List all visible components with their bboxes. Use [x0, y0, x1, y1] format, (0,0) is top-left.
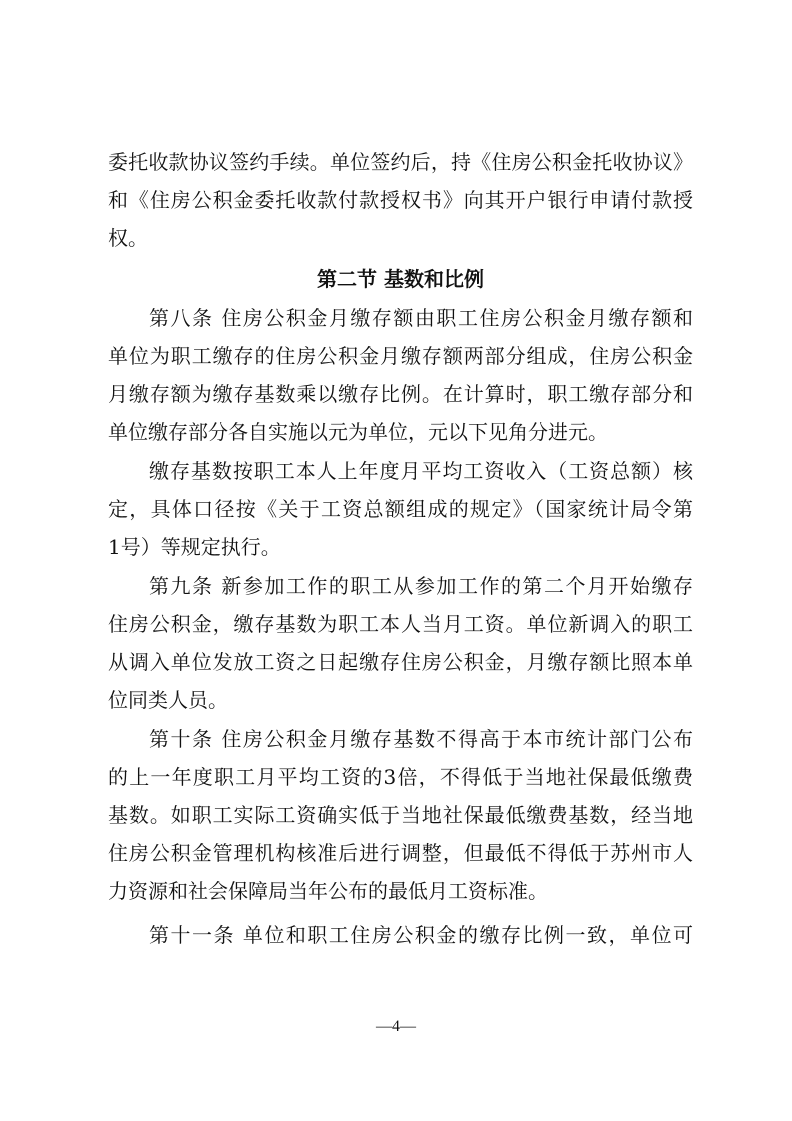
article-9-line-1: 第九条 新参加工作的职工从参加工作的第二个月开始缴存: [149, 574, 693, 598]
intro-line-1: 委托收款协议签约手续。单位签约后，持《住房公积金托收协议》: [108, 150, 693, 174]
article-9-line-4: 位同类人员。: [108, 688, 228, 712]
intro-line-2: 和《住房公积金委托收款付款授权书》向其开户银行申请付款授: [108, 188, 693, 212]
article-10-line-5: 力资源和社会保障局当年公布的最低月工资标准。: [108, 879, 548, 903]
article-10-line-3: 基数。如职工实际工资确实低于当地社保最低缴费基数，经当地: [108, 803, 693, 827]
article-10-line-4: 住房公积金管理机构核准后进行调整，但最低不得低于苏州市人: [108, 841, 693, 865]
article-8-line-3: 月缴存额为缴存基数乘以缴存比例。在计算时，职工缴存部分和: [108, 382, 693, 406]
article-9-line-2: 住房公积金，缴存基数为职工本人当月工资。单位新调入的职工: [108, 612, 693, 636]
base-para-line-3: 1号）等规定执行。: [108, 535, 281, 559]
article-10-line-2: 的上一年度职工月平均工资的3倍，不得低于当地社保最低缴费: [108, 765, 693, 789]
section-heading: 第二节 基数和比例: [317, 267, 484, 291]
base-para-line-2: 定，具体口径按《关于工资总额组成的规定》（国家统计局令第: [108, 497, 693, 521]
intro-line-3: 权。: [108, 226, 148, 250]
base-para-line-1: 缴存基数按职工本人上年度月平均工资收入（工资总额）核: [149, 459, 693, 483]
article-8-line-2: 单位为职工缴存的住房公积金月缴存额两部分组成，住房公积金: [108, 344, 693, 368]
article-9-line-3: 从调入单位发放工资之日起缴存住房公积金，月缴存额比照本单: [108, 650, 693, 674]
article-8-line-4: 单位缴存部分各自实施以元为单位，元以下见角分进元。: [108, 420, 608, 444]
article-10-line-1: 第十条 住房公积金月缴存基数不得高于本市统计部门公布: [149, 727, 693, 751]
article-8-line-1: 第八条 住房公积金月缴存额由职工住房公积金月缴存额和: [149, 306, 693, 330]
article-11-line-1: 第十一条 单位和职工住房公积金的缴存比例一致，单位可: [149, 923, 693, 947]
page-number: —4—: [376, 1018, 416, 1035]
